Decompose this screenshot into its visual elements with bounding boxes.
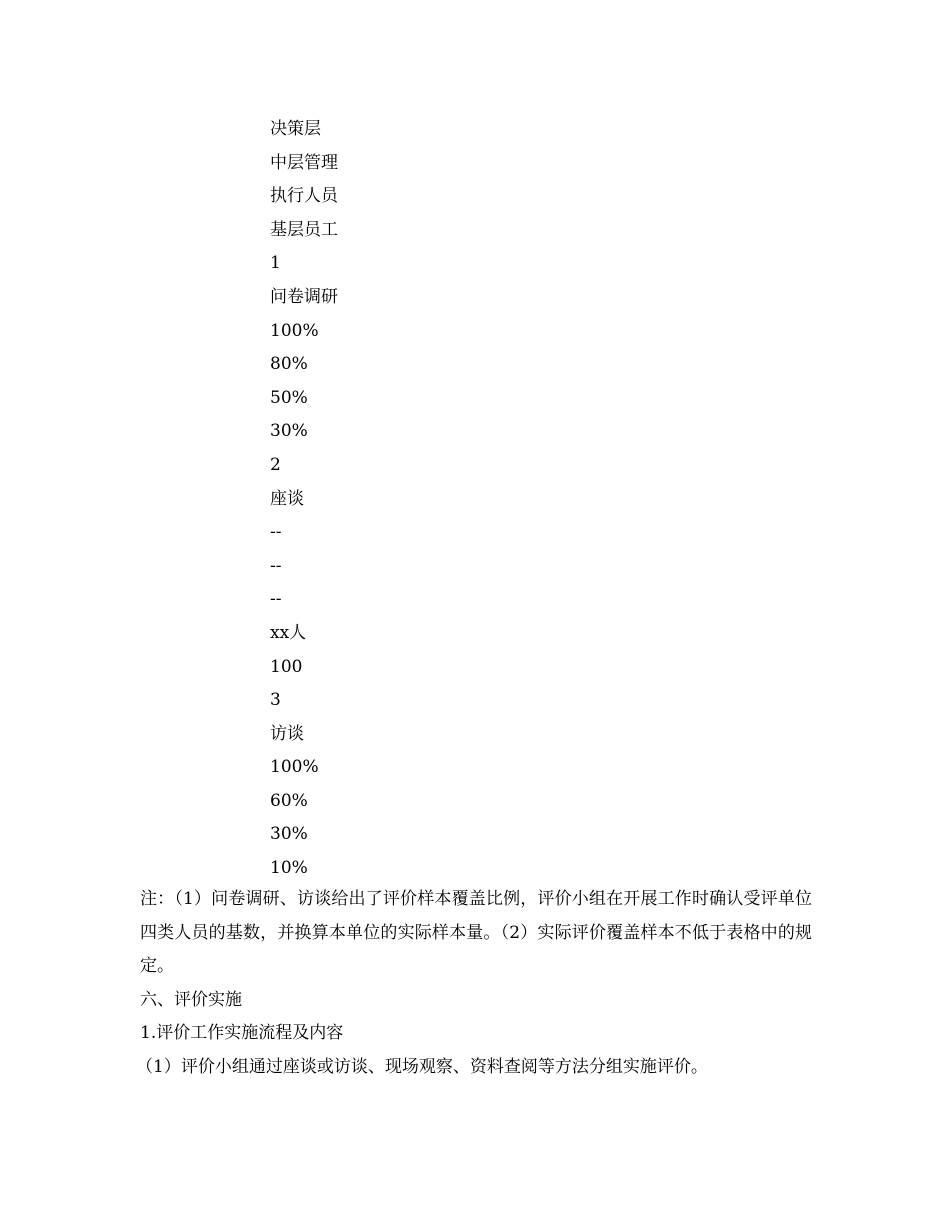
table-cell: 决策层: [270, 119, 321, 139]
table-cell: 座谈: [270, 488, 304, 509]
table-cell: 1: [270, 253, 281, 274]
table-cell: 3: [270, 690, 281, 711]
table-cell: 50%: [270, 387, 308, 408]
table-cell: --: [270, 589, 282, 610]
section-heading: 六、评价实施: [140, 989, 242, 1010]
table-cell: 100%: [270, 757, 319, 778]
table-cell: 中层管理: [270, 152, 338, 173]
table-cell: 2: [270, 454, 281, 475]
table-cell: 10%: [270, 858, 308, 879]
table-cell: 80%: [270, 354, 308, 375]
table-cell: 执行人员: [270, 186, 338, 207]
table-cell: --: [270, 522, 282, 543]
subsection-heading: 1.评价工作实施流程及内容: [140, 1023, 344, 1044]
table-cell: 100%: [270, 320, 319, 341]
table-note: 注：（1）问卷调研、访谈给出了评价样本覆盖比例，评价小组在开展工作时确认受评单位四类人员的基数，并换算本单位的实际样本量。（2）实际评价覆盖样本不低于表格中的规定。: [140, 889, 812, 977]
table-cell: 30%: [270, 421, 308, 442]
table-cell: 100: [270, 656, 303, 677]
body-text: [136, 883, 812, 1085]
table-cell: 访谈: [270, 723, 304, 744]
list-item: （1）评价小组通过座谈或访谈、现场观察、资料查阅等方法分组实施评价。: [136, 1056, 708, 1077]
table-cell: --: [270, 555, 282, 576]
table-cell: 基层员工: [270, 219, 338, 240]
table-cell: 60%: [270, 790, 308, 811]
table-cell: xx人: [270, 622, 307, 643]
table-cell: 问卷调研: [270, 286, 338, 307]
table-cell: 30%: [270, 824, 308, 845]
sampling-table-cells: [270, 113, 338, 886]
